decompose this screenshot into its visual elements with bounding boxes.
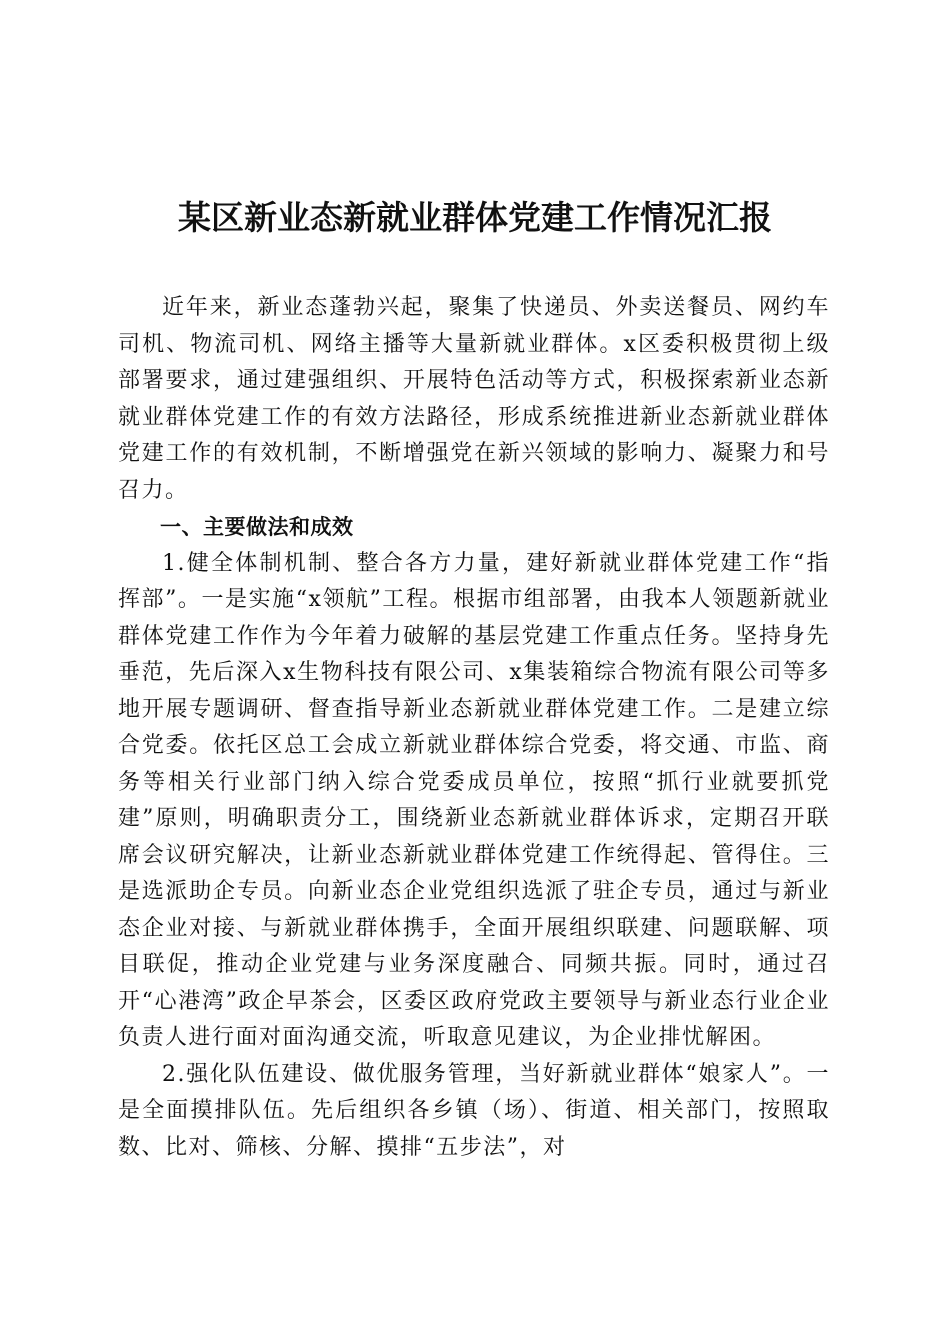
intro-paragraph: 近年来，新业态蓬勃兴起，聚集了快递员、外卖送餐员、网约车司机、物流司机、网络主播等大量新就业群体。x区委积极贯彻上级部署要求，通过建强组织、开展特色活动等方式，积极探索新业态新就业群体党建工作的有效方法路径，形成系统推进新业态新就业群体党建工作的有效机制，不断增强党在新兴领域的影响力、凝聚力和号召力。 — [118, 295, 830, 503]
item-1-paragraph: 1.健全体制机制、整合各方力量，建好新就业群体党建工作“指挥部”。一是实施“x领航”工程。根据市组部署，由我本人领题新就业群体党建工作作为今年着力破解的基层党建工作重点任务。坚持身先垂范，先后深入x生物科技有限公司、x集装箱综合物流有限公司等多地开展专题调研、督查指导新业态新就业群体党建工作。二是建立综合党委。依托区总工会成立新就业群体综合党委，将交通、市监、商务等相关行业部门纳入综合党委成员单位，按照“抓行业就要抓党建”原则，明确职责分工，围绕新业态新就业群体诉求，定期召开联席会议研究解决，让新业态新就业群体党建工作统得起、管得住。三是选派助企专员。向新业态企业党组织选派了驻企专员，通过与新业态企业对接、与新就业群体携手，全面开展组织联建、问题联解、项目联促，推动企业党建与业务深度融合、同频共振。同时，通过召开“心港湾”政企早茶会，区委区政府党政主要领导与新业态行业企业负责人进行面对面沟通交流，听取意见建议，为企业排忧解困。 — [118, 550, 830, 1050]
item-2-paragraph: 2.强化队伍建设、做优服务管理，当好新就业群体“娘家人”。一是全面摸排队伍。先后组织各乡镇（场）、街道、相关部门，按照取数、比对、筛核、分解、摸排“五步法”，对 — [118, 1061, 830, 1160]
document-body — [118, 290, 830, 1166]
section-heading: 一、主要做法和成效 — [160, 515, 354, 539]
document-title: 某区新业态新就业群体党建工作情况汇报 — [178, 198, 772, 237]
